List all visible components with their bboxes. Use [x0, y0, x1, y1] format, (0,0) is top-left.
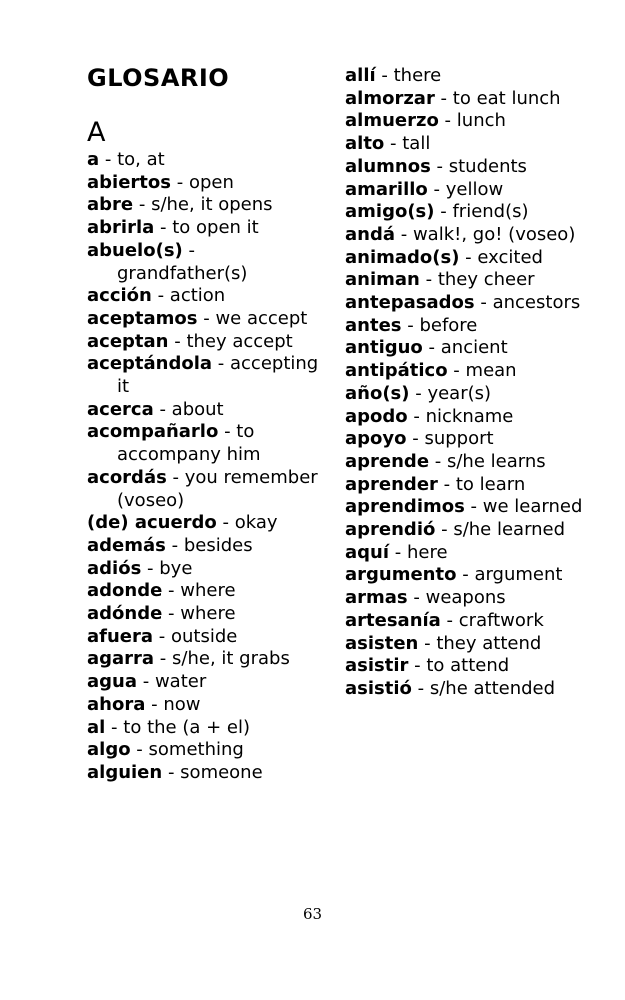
entry-definition: s/he learns [446, 450, 546, 472]
entry-definition: we learned [482, 496, 583, 518]
entry-definition: argument [474, 564, 563, 586]
glossary-entry [87, 399, 322, 422]
entry-definition: water [154, 671, 207, 693]
entry-definition: someone [180, 761, 263, 783]
entry-term: acompañarlo [87, 421, 219, 443]
entry-separator: - [427, 178, 446, 200]
entry-term: agarra [87, 648, 155, 670]
entry-term: aprendimos [345, 496, 465, 518]
entry-separator: - [141, 557, 160, 579]
entry-separator: - [154, 217, 173, 239]
glossary-entry [87, 467, 322, 512]
entry-term: (de) acuerdo [87, 512, 217, 534]
glossary-entry [345, 451, 605, 474]
glossary-entry [87, 648, 322, 671]
entry-term: aprender [345, 473, 438, 495]
entry-term: asisten [345, 632, 419, 654]
entry-term: allí [345, 65, 376, 86]
entry-definition: accepting it [117, 353, 319, 398]
entry-term: aprendió [345, 519, 436, 541]
entry-term: a [87, 149, 100, 170]
entry-separator: - [419, 269, 438, 291]
entry-definition: before [419, 314, 478, 336]
entry-term: almorzar [345, 87, 435, 109]
entry-separator: - [437, 473, 456, 495]
entry-term: al [87, 716, 106, 738]
entry-separator: - [154, 648, 173, 670]
entry-term: ahora [87, 693, 146, 715]
entry-separator: - [375, 65, 394, 86]
entry-separator: - [418, 632, 437, 654]
entry-definition: s/he, it opens [151, 194, 273, 216]
entry-separator: - [212, 353, 230, 375]
entry-term: amigo(s) [345, 201, 435, 223]
glossary-entry [345, 610, 605, 633]
entry-term: además [87, 534, 166, 556]
entry-definition: to the (a + el) [123, 716, 251, 738]
glossary-entry [345, 224, 605, 247]
glossary-entry [345, 315, 605, 338]
glossary-entry [87, 535, 322, 558]
entry-term: adiós [87, 557, 142, 579]
entry-term: apoyo [345, 428, 407, 450]
entry-definition: lunch [456, 110, 506, 132]
entry-definition: there [393, 65, 442, 86]
entry-definition: they attend [436, 632, 542, 654]
entry-term: alguien [87, 761, 163, 783]
entry-term: antipático [345, 360, 448, 382]
glossary-entry [345, 633, 605, 656]
entry-separator: - [165, 534, 184, 556]
entry-definition: grandfather(s) [117, 262, 248, 284]
entry-definition: s/he attended [429, 677, 556, 699]
entry-separator: - [407, 587, 426, 609]
entry-definition: now [163, 693, 201, 715]
entry-separator: - [411, 677, 430, 699]
entry-separator: - [218, 421, 237, 443]
entry-separator: - [409, 382, 428, 404]
glossary-entry [345, 360, 605, 383]
entry-separator: - [162, 603, 181, 625]
entry-term: aceptándola [87, 353, 213, 375]
entry-term: aceptamos [87, 307, 198, 329]
glossary-entry [87, 308, 322, 331]
entry-separator: - [384, 133, 403, 155]
glossary-entry [345, 88, 605, 111]
entry-term: algo [87, 739, 131, 761]
entry-separator: - [459, 246, 478, 268]
glossary-entry [345, 564, 605, 587]
glossary-entry [345, 292, 605, 315]
entry-separator: - [162, 761, 181, 783]
entry-separator: - [464, 496, 483, 518]
entry-definition: we accept [215, 307, 308, 329]
entry-separator: - [395, 223, 413, 245]
entry-definition: ancient [440, 337, 508, 359]
entry-definition: you remember (voseo) [117, 466, 318, 511]
glossary-entry [87, 240, 322, 285]
glossary-entry [345, 474, 605, 497]
entry-term: adonde [87, 580, 163, 602]
entry-term: acción [87, 285, 152, 307]
glossary-entry [87, 194, 322, 217]
entry-separator: - [105, 716, 124, 738]
entry-separator: - [166, 466, 185, 488]
entry-definition: year(s) [427, 382, 492, 404]
entry-term: asistió [345, 677, 412, 699]
entry-separator: - [434, 201, 453, 223]
entry-term: alto [345, 133, 385, 155]
glossary-entry [345, 201, 605, 224]
entry-definition: action [169, 285, 226, 307]
entry-definition: where [180, 580, 236, 602]
entry-definition: where [180, 603, 236, 625]
glossary-entry [87, 762, 322, 785]
entry-definition: something [148, 739, 244, 761]
glossary-entry [345, 542, 605, 565]
entry-definition: they cheer [437, 269, 535, 291]
entry-term: argumento [345, 564, 457, 586]
entry-separator: - [216, 512, 235, 534]
entry-separator: - [133, 194, 152, 216]
glossary-entry [87, 580, 322, 603]
entry-separator: - [438, 110, 457, 132]
glossary-entry [87, 694, 322, 717]
glossary-entry [345, 406, 605, 429]
entry-term: amarillo [345, 178, 428, 200]
entry-term: abre [87, 194, 134, 216]
entry-definition: students [448, 155, 527, 177]
entry-separator: - [435, 519, 454, 541]
entry-separator: - [406, 428, 425, 450]
glossary-entry [87, 149, 322, 172]
entry-definition: yellow [445, 178, 504, 200]
entry-term: afuera [87, 625, 154, 647]
glossary-entry [345, 428, 605, 451]
glossary-entry [345, 383, 605, 406]
entry-separator: - [447, 360, 466, 382]
entry-term: alumnos [345, 155, 431, 177]
glossary-entry [345, 496, 605, 519]
entry-separator: - [153, 625, 171, 647]
entry-definition: about [171, 398, 224, 420]
glossary-entry [345, 587, 605, 610]
glossary-entry [345, 655, 605, 678]
entry-separator: - [407, 405, 426, 427]
entry-term: almuerzo [345, 110, 439, 132]
entry-term: aceptan [87, 330, 169, 352]
glossary-entry [345, 519, 605, 542]
glossary-entry [87, 331, 322, 354]
entry-separator: - [170, 171, 189, 193]
glossary-entry [87, 626, 322, 649]
entry-separator: - [389, 541, 407, 563]
glossary-entry [345, 269, 605, 292]
entry-separator: - [440, 609, 459, 631]
entry-term: acerca [87, 398, 154, 420]
entry-separator: - [168, 330, 187, 352]
entry-term: antepasados [345, 292, 475, 314]
glossary-entry [345, 678, 605, 701]
glossary-entry [87, 717, 322, 740]
glossary-entry [87, 172, 322, 195]
entry-term: apodo [345, 405, 408, 427]
entry-separator: - [429, 450, 447, 472]
entry-term: antiguo [345, 337, 423, 359]
page-title: GLOSARIO [87, 64, 230, 92]
entry-term: agua [87, 671, 137, 693]
entry-term: andá [345, 223, 395, 245]
glossary-entry [345, 337, 605, 360]
entry-separator: - [137, 671, 155, 693]
entry-separator: - [145, 693, 164, 715]
glossary-entry [87, 512, 322, 535]
entry-term: animado(s) [345, 246, 460, 268]
glossary-entry [87, 603, 322, 626]
entry-separator: - [408, 655, 427, 677]
entry-separator: - [99, 149, 118, 170]
entry-separator: - [456, 564, 475, 586]
glossary-entry [345, 247, 605, 270]
entry-definition: s/he, it grabs [172, 648, 290, 670]
entry-separator: - [401, 314, 420, 336]
glossary-entry [87, 558, 322, 581]
entry-term: abiertos [87, 171, 171, 193]
entry-term: asistir [345, 655, 409, 677]
entry-definition: weapons [425, 587, 506, 609]
entry-term: adónde [87, 603, 163, 625]
entry-definition: excited [477, 246, 543, 268]
entry-definition: to accompany him [117, 421, 261, 466]
entry-term: aprende [345, 450, 430, 472]
glossary-entry [87, 217, 322, 240]
entry-definition: ancestors [492, 292, 581, 314]
entry-definition: nickname [425, 405, 514, 427]
glossary-entry [87, 739, 322, 762]
entry-term: animan [345, 269, 420, 291]
entry-definition: tall [402, 133, 431, 155]
entry-term: armas [345, 587, 408, 609]
right-column-entries [345, 65, 605, 701]
entry-separator: - [130, 739, 149, 761]
entry-definition: open [188, 171, 234, 193]
entry-definition: besides [183, 534, 253, 556]
glossary-entry [345, 110, 605, 133]
entry-term: antes [345, 314, 402, 336]
entry-definition: here [406, 541, 448, 563]
entry-definition: s/he learned [453, 519, 566, 541]
entry-separator: - [182, 239, 195, 261]
glossary-entry [87, 285, 322, 308]
entry-separator: - [153, 398, 172, 420]
entry-separator: - [422, 337, 441, 359]
entry-definition: to eat lunch [452, 87, 561, 109]
entry-definition: support [424, 428, 494, 450]
entry-definition: to learn [455, 473, 526, 495]
entry-term: abrirla [87, 217, 155, 239]
page-number: 63 [302, 905, 323, 923]
entry-separator: - [197, 307, 216, 329]
entry-term: artesanía [345, 609, 441, 631]
section-letter: A [87, 117, 106, 148]
entry-term: aquí [345, 541, 390, 563]
entry-definition: okay [234, 512, 278, 534]
entry-separator: - [151, 285, 170, 307]
entry-separator: - [162, 580, 181, 602]
entry-definition: craftwork [458, 609, 544, 631]
glossary-entry [87, 421, 322, 466]
glossary-entry [345, 133, 605, 156]
left-column-entries [87, 149, 322, 785]
entry-separator: - [474, 292, 493, 314]
entry-definition: walk!, go! (voseo) [412, 223, 576, 245]
entry-definition: to attend [426, 655, 510, 677]
entry-definition: to, at [117, 149, 165, 170]
entry-term: año(s) [345, 382, 410, 404]
glossary-entry [345, 65, 605, 88]
entry-term: acordás [87, 466, 167, 488]
glossary-entry [345, 179, 605, 202]
entry-definition: mean [465, 360, 517, 382]
entry-definition: friend(s) [452, 201, 529, 223]
entry-term: abuelo(s) [87, 239, 183, 261]
entry-definition: to open it [172, 217, 259, 239]
glossary-entry [87, 353, 322, 398]
glossary-entry [345, 156, 605, 179]
glossary-entry [87, 671, 322, 694]
entry-definition: they accept [186, 330, 293, 352]
entry-definition: outside [170, 625, 238, 647]
entry-separator: - [430, 155, 449, 177]
entry-separator: - [434, 87, 453, 109]
entry-definition: bye [159, 557, 193, 579]
